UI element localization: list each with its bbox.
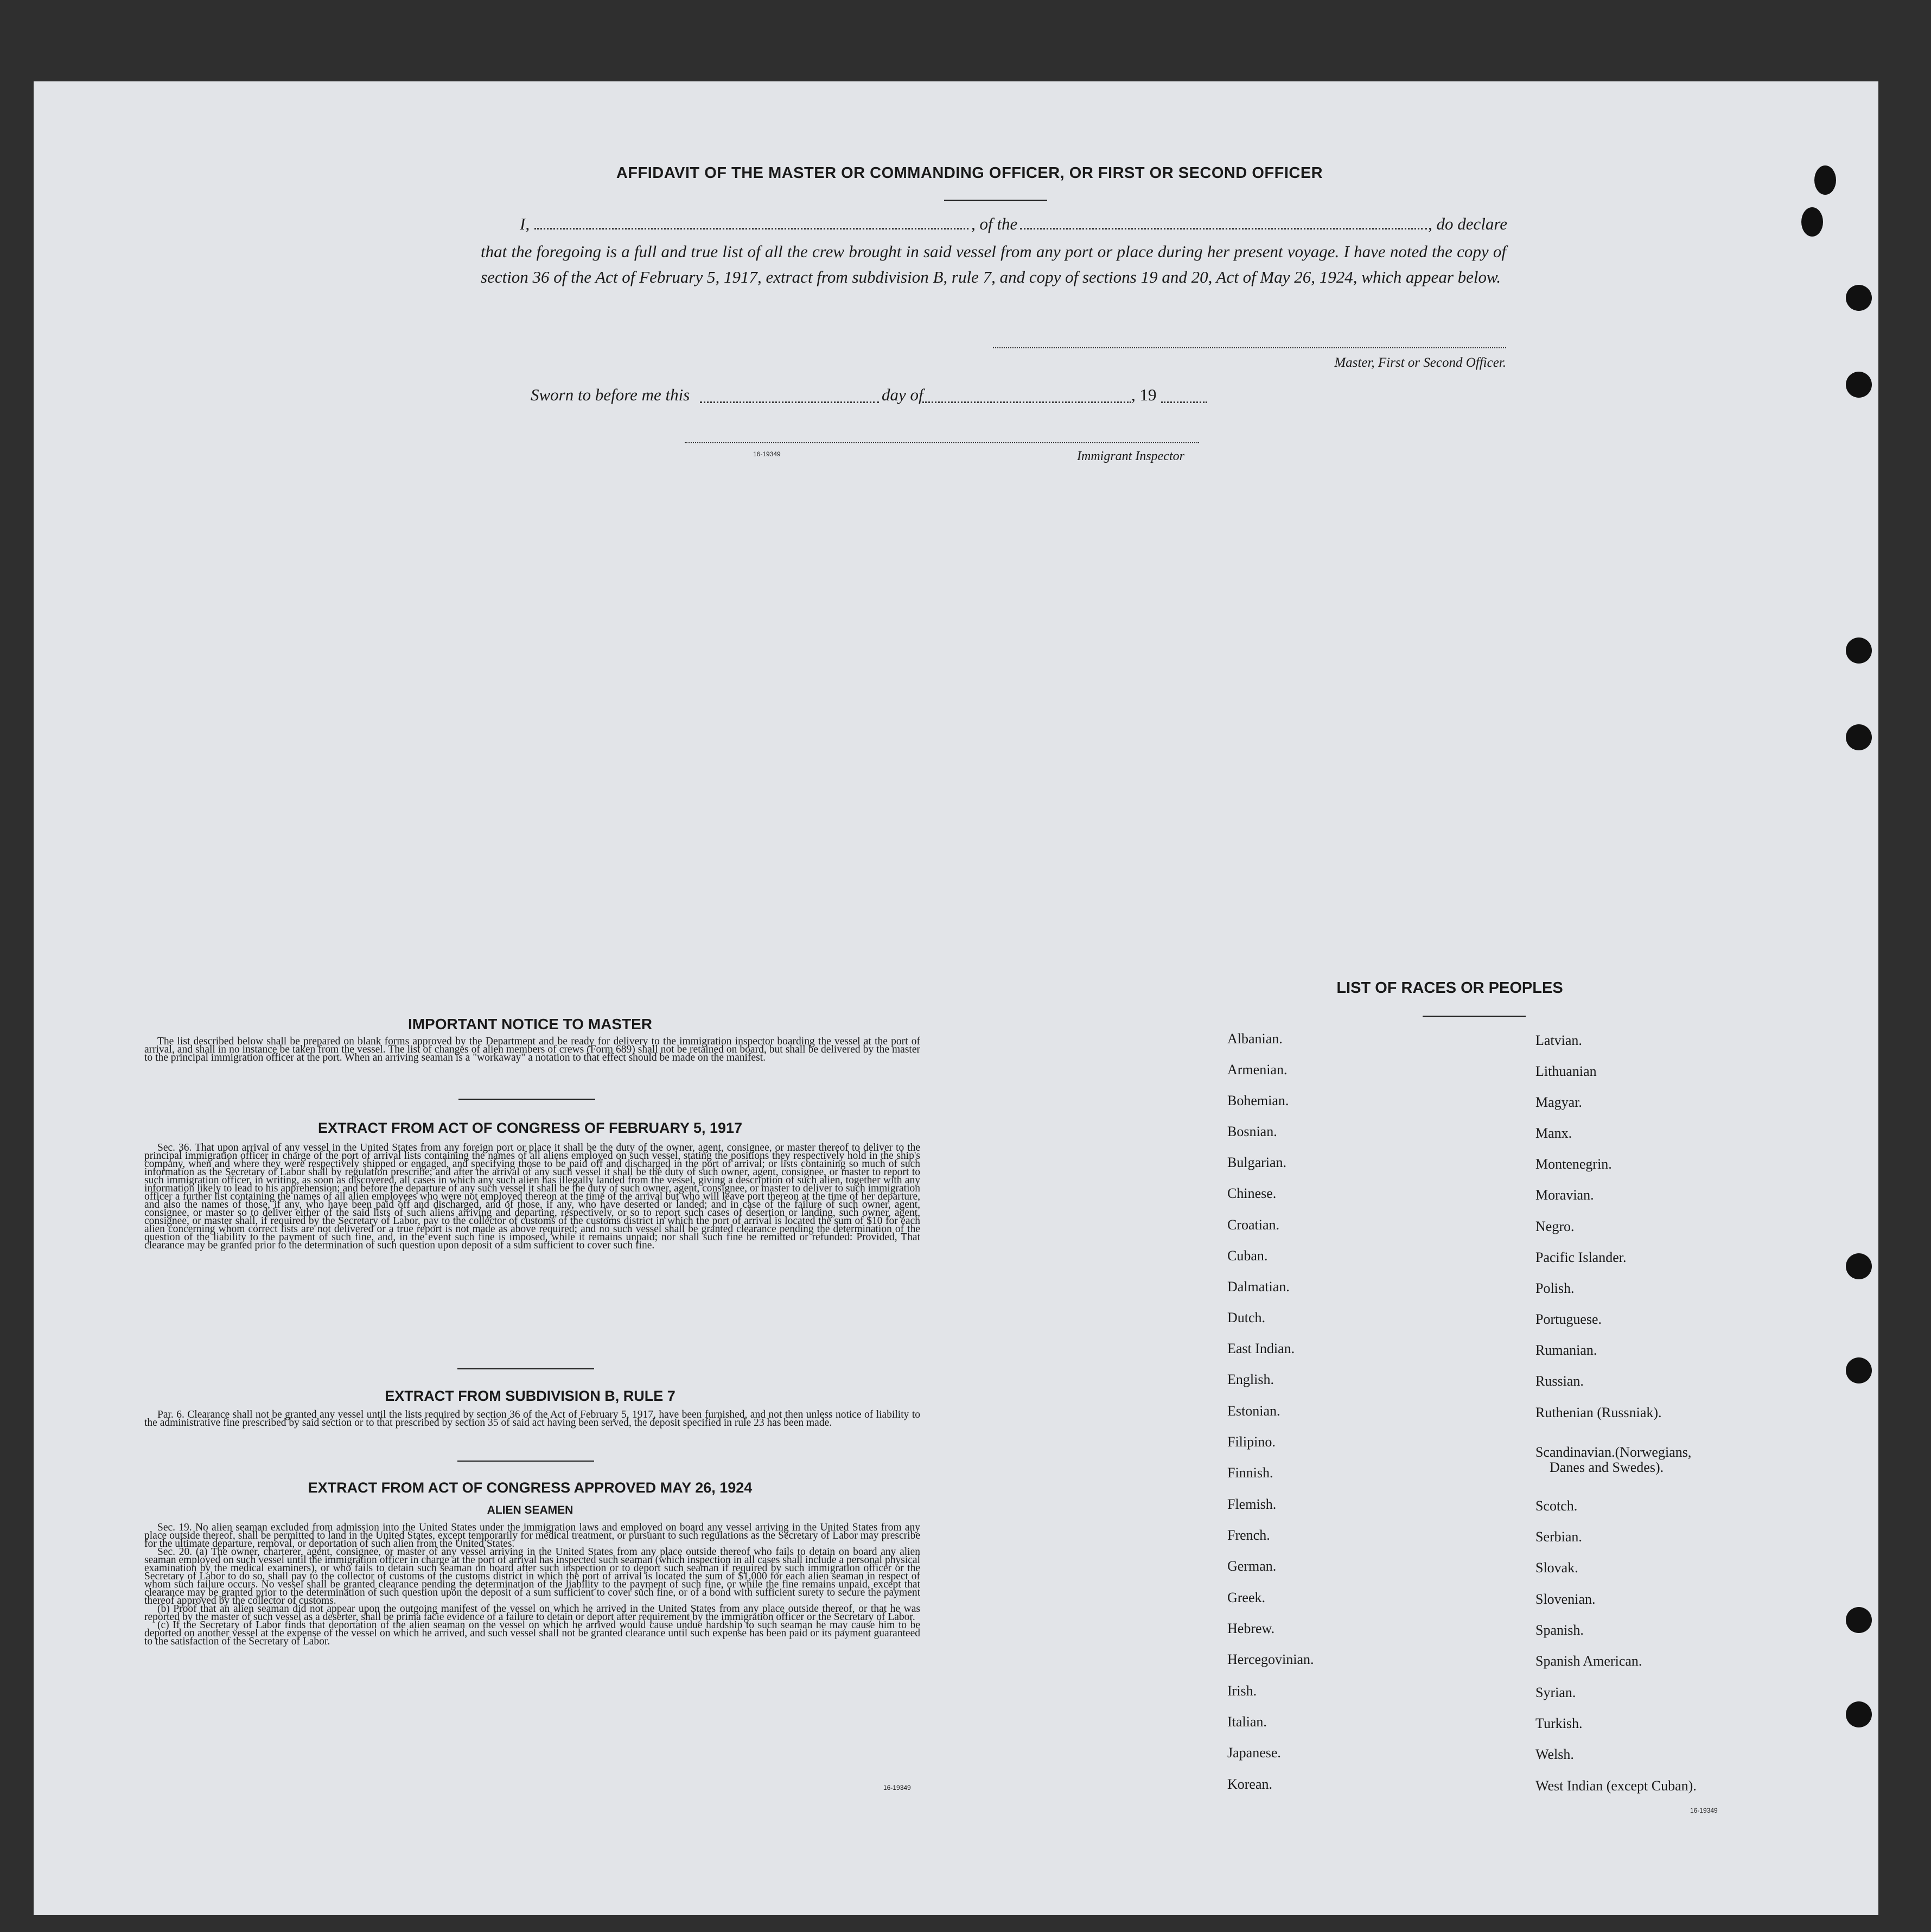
punch-hole bbox=[1846, 1357, 1872, 1383]
race-item: Portuguese. bbox=[1535, 1311, 1602, 1327]
punch-hole bbox=[1801, 207, 1823, 237]
day-of-label: day of bbox=[882, 385, 923, 404]
form-number: 16-19349 bbox=[1690, 1807, 1718, 1814]
punch-hole bbox=[1846, 372, 1872, 398]
race-item: Hercegovinian. bbox=[1227, 1652, 1314, 1667]
extract-1917-title: EXTRACT FROM ACT OF CONGRESS OF FEBRUARY 5, 1917 bbox=[317, 1120, 743, 1136]
punch-hole bbox=[1846, 1607, 1872, 1633]
extract-1917-text bbox=[144, 1144, 920, 1249]
extract-rule7-text bbox=[144, 1411, 920, 1427]
sworn-label: Sworn to before me this bbox=[531, 385, 690, 404]
race-item: Greek. bbox=[1227, 1590, 1266, 1605]
race-item: Scotch. bbox=[1535, 1498, 1578, 1514]
race-item: Albanian. bbox=[1227, 1031, 1283, 1047]
title-underline bbox=[944, 200, 1047, 201]
section-divider bbox=[457, 1461, 594, 1462]
race-item: Dalmatian. bbox=[1227, 1279, 1290, 1295]
form-number: 16-19349 bbox=[753, 450, 781, 458]
race-item: Turkish. bbox=[1535, 1716, 1583, 1731]
race-item: Latvian. bbox=[1535, 1032, 1582, 1048]
race-item: Syrian. bbox=[1535, 1685, 1576, 1700]
extract-rule7-title: EXTRACT FROM SUBDIVISION B, RULE 7 bbox=[385, 1388, 675, 1404]
title-underline bbox=[1423, 1016, 1526, 1017]
race-item: Filipino. bbox=[1227, 1434, 1276, 1450]
extract-1924-paragraph: (c) If the Secretary of Labor finds that deportation of the alien seaman on the vessel on which he arrived would cause undue hardship to such seaman he may cause him to be deported on another vessel at the expense of the vessel on which he arrived, and such vessel shall not be granted clearance until such expense has been paid or its payment guaranteed to the satisfaction of the Secretary of Labor. bbox=[144, 1619, 920, 1647]
punch-hole bbox=[1846, 1701, 1872, 1727]
label-i: I, bbox=[520, 214, 530, 233]
race-item: Scandinavian.(Norwegians, bbox=[1535, 1444, 1692, 1460]
race-item: Danes and Swedes). bbox=[1550, 1459, 1664, 1475]
punch-hole bbox=[1846, 285, 1872, 311]
section-divider bbox=[458, 1099, 595, 1100]
extract-1924-paragraph: Sec. 19. No alien seaman excluded from admission into the United States under the immigration laws and employed on board any vessel arriving in the United States from any place outside thereof, shall be permitted to land in the United States, except temporarily for medical treatment, or pursuant to such regulations as the Secretary of Labor may prescribe for the ultimate departure, removal, or deportation of such alien from the United States. bbox=[144, 1522, 920, 1550]
race-item: Croatian. bbox=[1227, 1217, 1280, 1233]
punch-hole bbox=[1846, 1253, 1872, 1279]
name-blank bbox=[534, 228, 968, 229]
race-item: English. bbox=[1227, 1372, 1274, 1387]
race-item: Dutch. bbox=[1227, 1310, 1266, 1325]
race-item: Slovenian. bbox=[1535, 1591, 1596, 1607]
race-item: Spanish. bbox=[1535, 1622, 1584, 1638]
extract-1924-subtitle: ALIEN SEAMEN bbox=[487, 1504, 573, 1516]
race-item: West Indian (except Cuban). bbox=[1535, 1778, 1697, 1794]
race-item: Irish. bbox=[1227, 1683, 1257, 1699]
extract-1924-title: EXTRACT FROM ACT OF CONGRESS APPROVED MAY 26, 1924 bbox=[308, 1480, 753, 1496]
race-item: Bulgarian. bbox=[1227, 1155, 1287, 1170]
sworn-month-blank bbox=[922, 401, 1131, 403]
race-item: Bohemian. bbox=[1227, 1093, 1289, 1108]
affidavit-body: that the foregoing is a full and true list of all the crew brought in said vessel from any port or place during her present voyage. I have noted the copy of section 36 of the Act of February 5, 1917, extract from subdivision B, rule 7, and copy of sections 19 and 20, Act of May 26, 1924, which appear below. bbox=[481, 242, 1506, 286]
vessel-blank bbox=[1020, 228, 1427, 229]
race-item: Cuban. bbox=[1227, 1248, 1268, 1264]
extract-1924-paragraph: (b) Proof that an alien seaman did not appear upon the outgoing manifest of the vessel on which he arrived in the United States from any place outside thereof, or that he was reported by the master of such vessel as a deserter, shall be prima facie evidence of a failure to detain or deport after requirement by the immigration officer or the Secretary of Labor. bbox=[144, 1603, 920, 1623]
race-item: Magyar. bbox=[1535, 1094, 1582, 1110]
signature-label: Master, First or Second Officer. bbox=[1334, 355, 1506, 370]
punch-hole bbox=[1814, 165, 1836, 195]
form-number: 16-19349 bbox=[883, 1784, 911, 1791]
extract-1924-paragraph: Sec. 20. (a) The owner, charterer, agent, consignee, or master of any vessel arriving in the United States from any place outside thereof who fails to detain on board any alien seaman employed on such vessel until the immigration officer in charge at the port of arrival has inspected such seaman (which inspection in all cases shall include a personal physical examination by the medical examiners), or who fails to detain such seaman on board after such inspection or to deport such seaman if required by such immigration officer or the Secretary of Labor to do so, shall pay to the collector of customs of the customs district in which the port of arrival is located the sum of $1,000 for each alien seaman in respect of whom such failure occurs. No vessel shall be granted clearance pending the determination of the liability to the payment of such fine, or while the fine remains unpaid, except that clearance may be granted prior to the determination of such question upon the deposit of a sum sufficient to cover such fine, or of a bond with sufficient surety to secure the payment thereof approved by the collector of customs. bbox=[144, 1546, 920, 1606]
race-item: German. bbox=[1227, 1558, 1277, 1574]
extract-1924-text bbox=[144, 1523, 920, 1646]
inspector-signature-line bbox=[685, 442, 1199, 443]
race-item: Spanish American. bbox=[1535, 1653, 1642, 1669]
race-item: Chinese. bbox=[1227, 1185, 1277, 1201]
race-item: Flemish. bbox=[1227, 1496, 1277, 1512]
race-item: Finnish. bbox=[1227, 1465, 1273, 1481]
race-item: Moravian. bbox=[1535, 1187, 1594, 1203]
race-item: Rumanian. bbox=[1535, 1342, 1597, 1358]
race-item: Bosnian. bbox=[1227, 1124, 1277, 1139]
race-item: French. bbox=[1227, 1527, 1270, 1543]
race-item: East Indian. bbox=[1227, 1341, 1295, 1356]
race-item: Montenegrin. bbox=[1535, 1156, 1612, 1172]
race-item: Estonian. bbox=[1227, 1403, 1280, 1419]
label-do-declare: , do declare bbox=[1428, 214, 1508, 233]
race-item: Armenian. bbox=[1227, 1062, 1288, 1077]
race-item: Korean. bbox=[1227, 1776, 1273, 1792]
affidavit-title: AFFIDAVIT OF THE MASTER OR COMMANDING OFFICER, OR FIRST OR SECOND OFFICER bbox=[616, 164, 1323, 182]
notice-text bbox=[144, 1037, 920, 1062]
signature-line bbox=[993, 347, 1506, 348]
punch-hole bbox=[1846, 637, 1872, 664]
punch-hole bbox=[1846, 724, 1872, 750]
extract-rule7-paragraph: Par. 6. Clearance shall not be granted any vessel until the lists required by section 36 of the Act of February 5, 1917, have been furnished, and not then unless notice of liability to the administrative fine prescribed by said section or to that prescribed by section 35 of said act having been served, the deposit specified in rule 23 has been made. bbox=[144, 1409, 920, 1429]
year-label: , 19 bbox=[1131, 385, 1157, 404]
races-title: LIST OF RACES OR PEOPLES bbox=[1336, 979, 1563, 997]
race-item: Japanese. bbox=[1227, 1745, 1281, 1761]
race-item: Hebrew. bbox=[1227, 1621, 1275, 1636]
race-item: Welsh. bbox=[1535, 1746, 1574, 1762]
section-divider bbox=[457, 1368, 594, 1369]
notice-title: IMPORTANT NOTICE TO MASTER bbox=[407, 1016, 653, 1032]
sworn-day-blank bbox=[700, 401, 879, 403]
race-item: Serbian. bbox=[1535, 1529, 1582, 1545]
race-item: Slovak. bbox=[1535, 1560, 1578, 1576]
race-item: Italian. bbox=[1227, 1714, 1267, 1730]
race-item: Ruthenian (Russniak). bbox=[1535, 1405, 1662, 1420]
sworn-year-blank bbox=[1161, 401, 1207, 403]
notice-paragraph: The list described below shall be prepared on blank forms approved by the Department and be ready for delivery to the immigration inspector boarding the vessel at the port of arrival, and shall in no instance be taken from the vessel. The list of changes of alien members of crews (Form 689) shall not be retained on board, but shall be delivered by the master to the principal immigration officer at the port. When an arriving seaman is a "workaway" a notation to that effect should be made on the manifest. bbox=[144, 1036, 920, 1063]
race-item: Lithuanian bbox=[1535, 1063, 1597, 1079]
race-item: Pacific Islander. bbox=[1535, 1249, 1627, 1265]
race-item: Negro. bbox=[1535, 1219, 1575, 1234]
race-item: Polish. bbox=[1535, 1280, 1575, 1296]
extract-1917-paragraph: Sec. 36. That upon arrival of any vessel in the United States from any foreign port or place it shall be the duty of the owner, agent, consignee, or master thereof to deliver to the principal immigration officer in charge of the port of arrival lists containing the names of all aliens employed on such vessel, stating the positions they respectively hold in the ship's company, when and where they were respectively shipped or engaged, and specifying those to be paid off and discharged in the port of arrival; or lists containing so much of such information as the Secretary of Labor shall by regulation prescribe; and after the arrival of any such vessel it shall be the duty of such owner, agent, consignee, or master to report to such immigration officer, in writing, as soon as discovered, all cases in which any such alien has illegally landed from the vessel, giving a description of such alien, together with any information likely to lead to his apprehension; and before the departure of any such vessel it shall be the duty of such owner, agent, consignee, or master to deliver to such immigration officer a further list containing the names of all alien employees who were not employed thereon at the time of the arrival but who will leave port thereon at the time of her departure, and also the names of those, if any, who have been paid off and discharged, and of those, if any, who have deserted or landed; and in case of the failure of such owner, agent, consignee, or master so to deliver either of the said lists of such aliens arriving and departing, respectively, or so to report such cases of desertion or landing, such owner, agent, consignee, or master shall, if required by the Secretary of Labor, pay to the collector of customs of the customs district in which the port of arrival is located the sum of $10 for each alien concerning whom correct lists are not delivered or a true report is not made as above required; and no such vessel shall be granted clearance pending the determination of the question of the liability to the payment of such fine, and, in the event such fine is imposed, while it remains unpaid; nor shall such fine be remitted or refunded: Provided, That clearance may be granted prior to the determination of such question upon deposit of a sum sufficient to cover such fine. bbox=[144, 1142, 920, 1251]
inspector-label: Immigrant Inspector bbox=[1077, 449, 1184, 463]
race-item: Russian. bbox=[1535, 1373, 1584, 1389]
label-of-the: , of the bbox=[971, 214, 1018, 233]
race-item: Manx. bbox=[1535, 1125, 1572, 1141]
